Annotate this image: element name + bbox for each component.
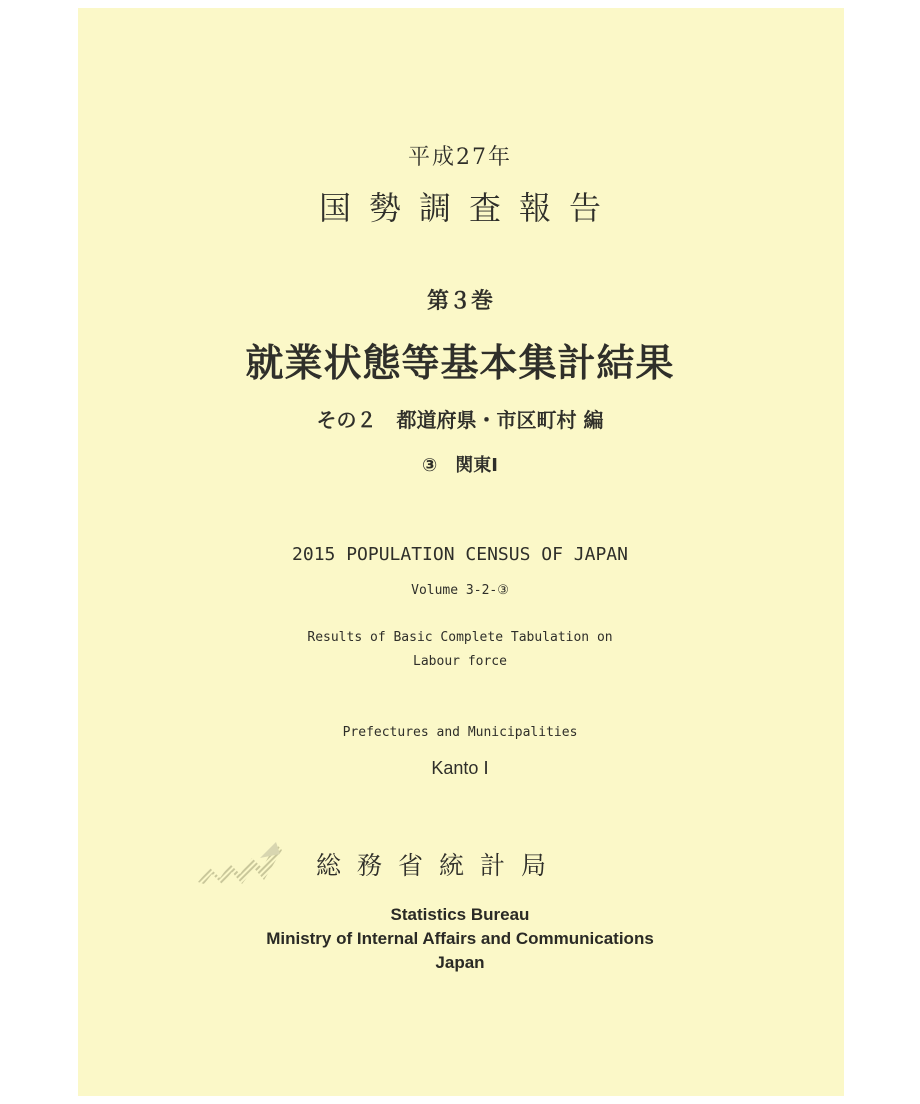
volume-label: 第３巻 (426, 289, 493, 314)
publisher-name-jp: 総務省統計局 (316, 851, 563, 880)
report-title: 国勢調査報告 (318, 189, 619, 227)
english-results-line-1: Results of Basic Complete Tabulation on (307, 630, 613, 645)
main-title: 就業状態等基本集計結果 (245, 341, 675, 385)
english-results-line-2: Labour force (413, 654, 507, 669)
publisher-name-en-line-1: Statistics Bureau (390, 905, 530, 924)
english-volume: Volume 3-2-③ (411, 583, 509, 598)
subtitle: その２ 都道府県・市区町村 編 (316, 408, 604, 432)
era-year: 平成27年 (408, 145, 512, 170)
region-label: ③ 関東Ⅰ (422, 455, 498, 476)
english-prefectures: Prefectures and Municipalities (342, 725, 578, 740)
english-title: 2015 POPULATION CENSUS OF JAPAN (292, 544, 628, 565)
publisher-name-en-line-2: Ministry of Internal Affairs and Communications (266, 929, 654, 948)
statistics-bureau-logo-icon (196, 838, 286, 888)
english-region: Kanto Ⅰ (431, 758, 489, 778)
publisher-name-en-line-3: Japan (435, 953, 485, 972)
